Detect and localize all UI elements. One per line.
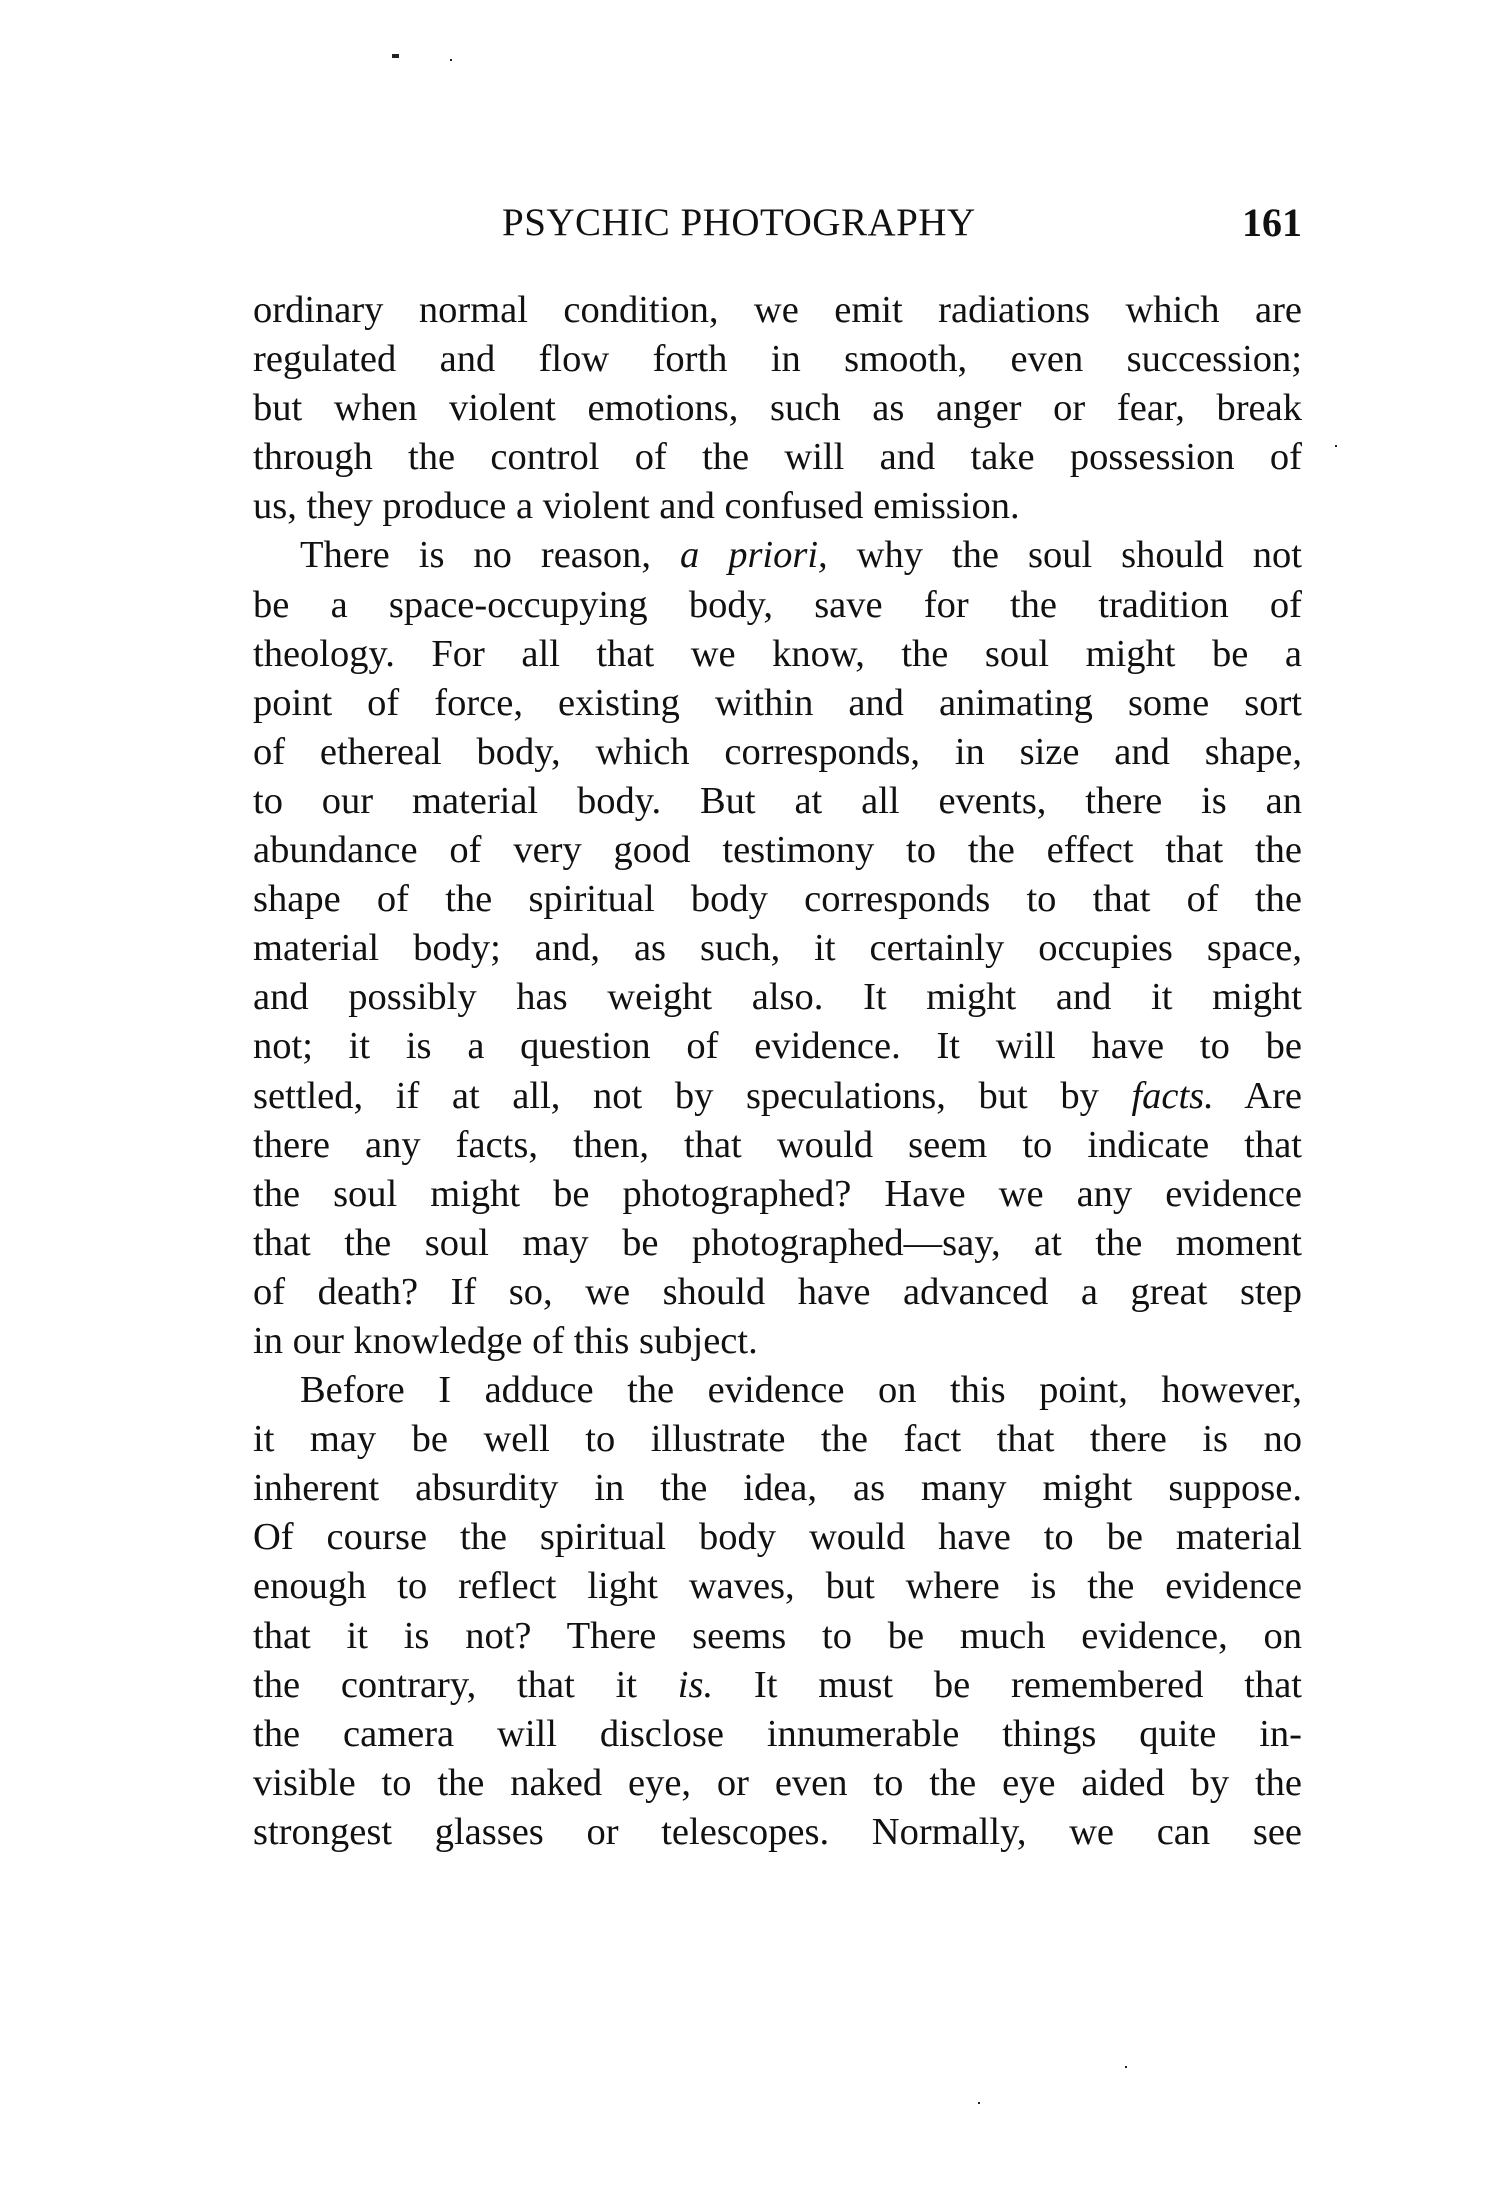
text-run: the contrary, that it [253,1663,678,1706]
text-line: Of course the spiritual body would have to be material [253,1516,1302,1559]
scan-speck [1335,445,1337,447]
text-line: abundance of very good testimony to the effect that the [253,829,1302,872]
text-line: through the control of the will and take possession of [253,436,1302,479]
text-run: why the soul should not [827,534,1302,577]
scan-speck [392,54,399,58]
text-line: that the soul may be photographed—say, at the moment [253,1221,1302,1264]
text-line: not; it is a question of evidence. It will have to be [253,1025,1302,1068]
text-line: the soul might be photographed? Have we any evidence [253,1172,1302,1215]
paragraph [253,1366,1302,1857]
text-line: there any facts, then, that would seem to indicate that [253,1123,1302,1166]
running-head [253,200,1302,246]
paragraph [253,531,1302,1366]
text-line: Before I adduce the evidence on this point, however, [300,1369,1302,1412]
page-number: 161 [1242,200,1302,245]
text-line: inherent absurdity in the idea, as many might suppose. [253,1467,1302,1510]
italic-phrase: is. [677,1663,714,1706]
text-line: shape of the spiritual body corresponds to that of the [253,878,1302,921]
text-line: be a space-occupying body, save for the tradition of [253,583,1302,626]
text-line: theology. For all that we know, the soul might be a [253,632,1302,675]
text-line: ordinary normal condition, we emit radiations which are [253,289,1302,331]
text-line [253,531,1302,580]
text-line: enough to reflect light waves, but where is the evidence [253,1565,1302,1608]
scan-speck [978,2102,980,2104]
text-line [253,1661,1302,1710]
text-line: it may be well to illustrate the fact that there is no [253,1418,1302,1461]
text-line: regulated and flow forth in smooth, even succession; [253,338,1302,381]
text-run: There is no reason, [300,534,680,577]
scan-speck [1125,2066,1127,2068]
text-line: point of force, existing within and animating some sort [253,681,1302,724]
text-line: to our material body. But at all events, there is an [253,779,1302,822]
text-line: material body; and, as such, it certainly occupies space, [253,927,1302,970]
text-line: us, they produce a violent and confused emission. [253,485,1020,528]
text-line: visible to the naked eye, or even to the eye aided by the [253,1761,1302,1804]
paragraph [253,286,1302,531]
scan-speck [450,59,452,61]
text-run: settled, if at all, not by speculations, but by [253,1074,1132,1117]
text-line: the camera will disclose innumerable things quite in- [253,1712,1302,1755]
italic-phrase: a priori, [679,534,828,577]
text-run: It must be remembered that [713,1663,1302,1706]
text-line: of ethereal body, which corresponds, in size and shape, [253,730,1302,773]
text-line [253,1072,1302,1121]
body-text [253,286,1302,1857]
text-line: that it is not? There seems to be much evidence, on [253,1614,1302,1657]
text-line: in our knowledge of this subject. [253,1319,758,1362]
text-line: and possibly has weight also. It might and it might [253,976,1302,1019]
text-line: but when violent emotions, such as anger or fear, break [253,387,1302,430]
text-line: strongest glasses or telescopes. Normally, we can see [253,1810,1302,1853]
text-line: of death? If so, we should have advanced a great step [253,1270,1302,1313]
running-title: PSYCHIC PHOTOGRAPHY [502,201,976,244]
italic-phrase: facts. [1131,1074,1214,1117]
text-run: Are [1213,1074,1303,1117]
